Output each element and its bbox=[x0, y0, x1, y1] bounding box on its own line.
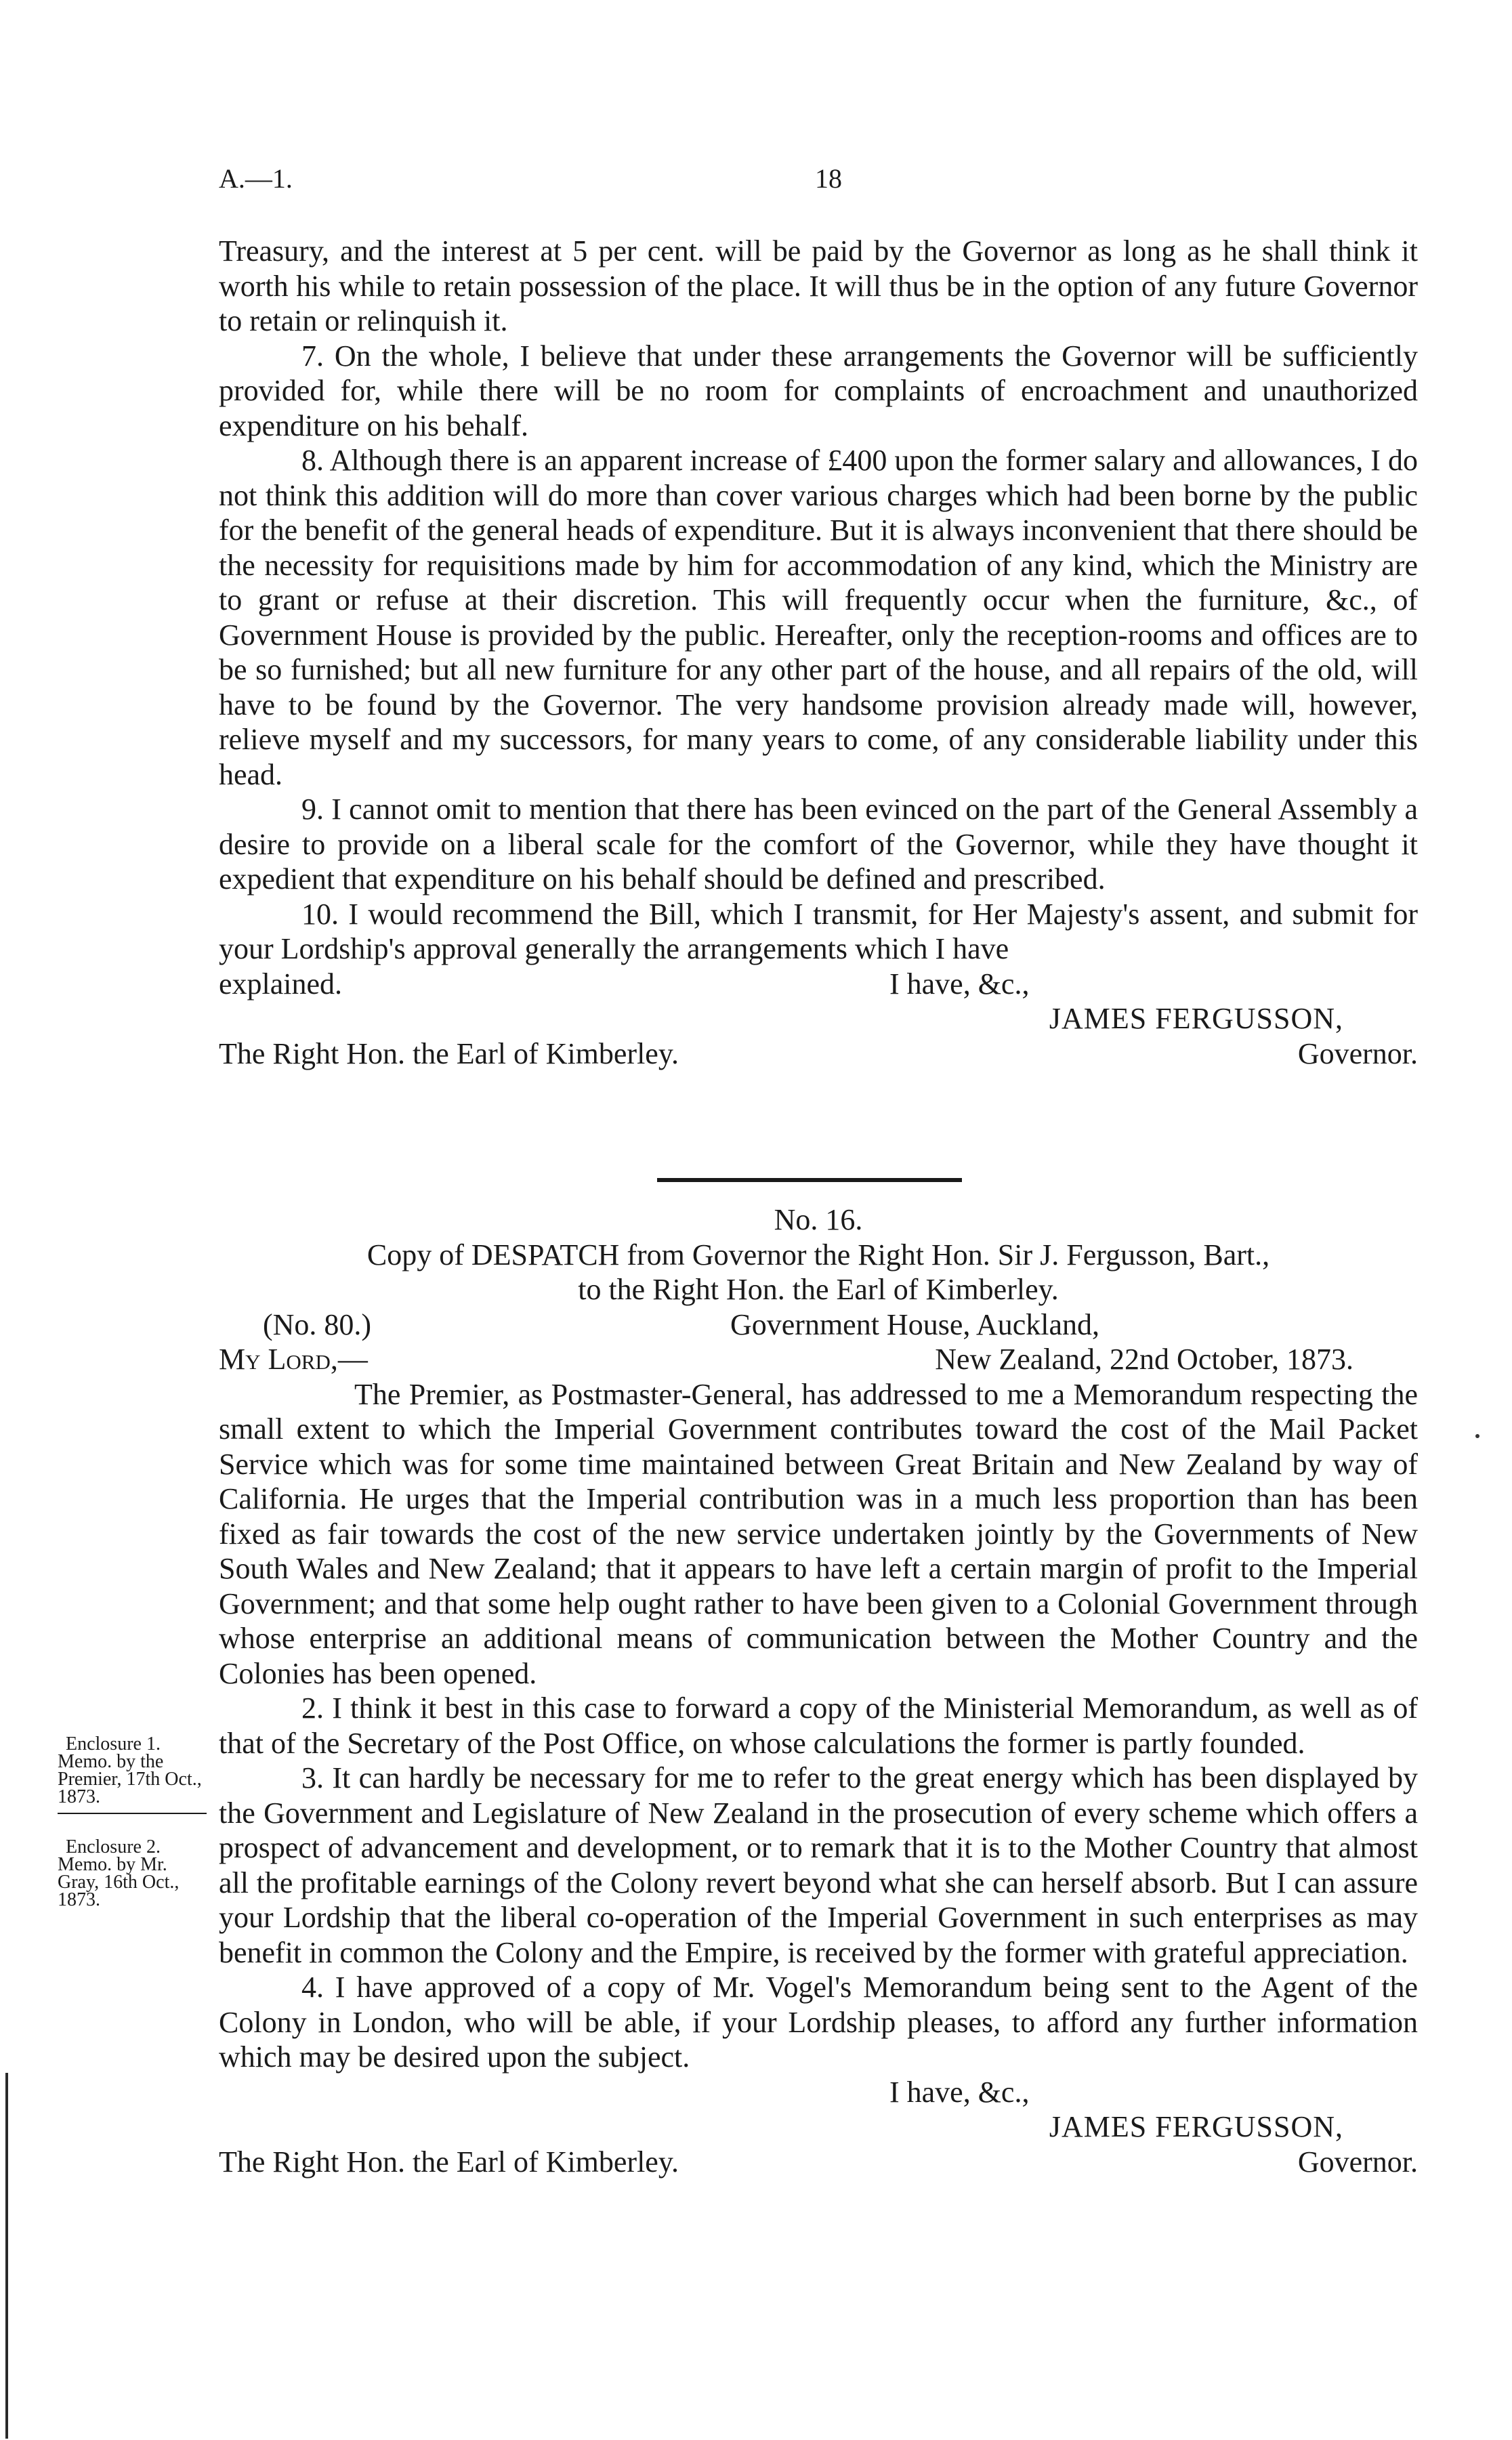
despatch-number: No. 16. bbox=[774, 1203, 863, 1236]
enclosure-2-label: Enclosure 2. bbox=[66, 1836, 161, 1857]
paragraph-10: 10. I would recommend the Bill, which I transmit, for Her Majesty's assent, and submit for your Lordship's approval generally the arrangements which I have bbox=[219, 897, 1418, 965]
paragraph-7: 7. On the whole, I believe that under these arrangements the Governor will be sufficiently provided for, while there will be no room for complaints of encroachment and unauthorized expenditure on his behalf. bbox=[219, 339, 1418, 442]
despatch-paragraph-4: 4. I have approved of a copy of Mr. Vogel's Memorandum being sent to the Agent of the Colony in London, who will be able, if your Lordship pleases, to afford any further information which may be desired upon the subject. bbox=[219, 1971, 1418, 2074]
margin-note-enclosure-2 bbox=[58, 1838, 207, 1909]
despatch-signature: JAMES FERGUSSON, bbox=[1049, 2110, 1343, 2143]
salutation: My Lord,— bbox=[219, 1343, 368, 1376]
despatch-signatory-title: Governor. bbox=[1297, 2145, 1418, 2179]
addressee: The Right Hon. the Earl of Kimberley. bbox=[219, 1036, 679, 1070]
despatch-heading-line1: Copy of DESPATCH from Governor the Right Hon. Sir J. Fergusson, Bart., bbox=[366, 1238, 1270, 1271]
signature-row bbox=[219, 1001, 1418, 1036]
closing-word: explained. bbox=[219, 967, 343, 1001]
margin-note-enclosure-1 bbox=[58, 1733, 207, 1814]
despatch-no-16 bbox=[219, 1202, 1418, 2179]
enclosure-2-text: Memo. by Mr. Gray, 16th Oct., 1873. bbox=[58, 1854, 180, 1910]
page-number: 18 bbox=[815, 163, 842, 194]
signatory-title: Governor. bbox=[1297, 1036, 1418, 1070]
enclosure-1-text: Memo. by the Premier, 17th Oct., 1873. bbox=[58, 1751, 202, 1807]
despatch-closing-row bbox=[219, 2075, 1418, 2110]
despatch-paragraph-2: 2. I think it best in this case to forward a copy of the Ministerial Memorandum, as well as of that of the Secretary of the Post Office, on whose calculations the former is partly founded. bbox=[219, 1691, 1418, 1760]
margin-divider bbox=[58, 1813, 207, 1814]
closing-phrase: I have, &c., bbox=[889, 967, 1030, 1001]
scan-edge-line bbox=[5, 2073, 8, 2439]
despatch-heading-line2: to the Right Hon. the Earl of Kimberley. bbox=[578, 1273, 1059, 1306]
despatch-addressee-row bbox=[219, 2145, 1418, 2180]
despatch-closing: I have, &c., bbox=[889, 2075, 1030, 2109]
despatch-signature-row bbox=[219, 2109, 1418, 2145]
despatch-addressee: The Right Hon. the Earl of Kimberley. bbox=[219, 2145, 679, 2179]
scan-speck bbox=[1475, 1434, 1479, 1438]
despatch-paragraph-3: 3. It can hardly be necessary for me to refer to the great energy which has been displayed by the Government and Legislature of New Zealand in the prosecution of every scheme which offers a prospect of advancement and development, or to remark that it is to the Mother Country that almost all the profitable earnings of the Colony revert beyond what she can herself absorb. But I can assure your Lordship that the liberal co-operation of the Imperial Government in such enterprises as may benefit in common the Colony and the Empire, is received by the former with grateful appreciation. bbox=[219, 1761, 1418, 1969]
signature: JAMES FERGUSSON, bbox=[1049, 1002, 1343, 1035]
closing-row bbox=[219, 967, 1418, 1002]
enclosure-1-label: Enclosure 1. bbox=[66, 1733, 161, 1754]
section-divider bbox=[657, 1178, 962, 1182]
paragraph-9: 9. I cannot omit to mention that there has been evinced on the part of the General Assembly a desire to provide on a liberal scale for the comfort of the Governor, while they have thought it expedient that expenditure on his behalf should be defined and prescribed. bbox=[219, 793, 1418, 896]
salutation-row bbox=[219, 1342, 1418, 1377]
address-line2: New Zealand, 22nd October, 1873. bbox=[935, 1343, 1353, 1376]
reference-number: (No. 80.) bbox=[263, 1307, 372, 1341]
despatch-paragraph-1: The Premier, as Postmaster-General, has addressed to me a Memorandum respecting the small extent to which the Imperial Government contributes toward the cost of the Mail Packet Service which was for some time maintained between Great Britain and New Zealand by way of California. He urges that the Imperial contribution was in a much less proportion than has been fixed as fair towards the cost of the new service undertaken jointly by the Governments of New South Wales and New Zealand; that it appears to have left a certain margin of profit to the Imperial Government; and that some help ought rather to have been given to a Colonial Government through whose enterprise an additional means of communication between the Mother Country and the Colonies has been opened. bbox=[219, 1377, 1418, 1690]
series-label: A.—1. bbox=[219, 163, 293, 194]
addressee-row bbox=[219, 1036, 1418, 1072]
page-header bbox=[219, 163, 1417, 203]
reference-row bbox=[219, 1307, 1418, 1343]
paragraph-8: 8. Although there is an apparent increase of £400 upon the former salary and allowances, I do not think this addition will do more than cover various charges which had been borne by the public for the benefit of the general heads of expenditure. But it is always inconvenient that there should be the necessity for requisitions made by him for accommodation of any kind, which the Ministry are to grant or refuse at their discretion. This will frequently occur when the furniture, &c., of Government House is provided by the public. Hereafter, only the reception-rooms and offices are to be so furnished; but all new furniture for any other part of the house, and all repairs of the old, will have to be found by the Governor. The very handsome provision already made will, however, relieve myself and my successors, for many years to come, of any considerable liability under this head. bbox=[219, 444, 1418, 791]
paragraph-continued: Treasury, and the interest at 5 per cent. will be paid by the Governor as long as he shall think it worth his while to retain possession of the place. It will thus be in the option of any future Governor to retain or relinquish it. bbox=[219, 234, 1418, 337]
letter-continued bbox=[219, 234, 1418, 1071]
address-line1: Government House, Auckland, bbox=[730, 1307, 1099, 1341]
